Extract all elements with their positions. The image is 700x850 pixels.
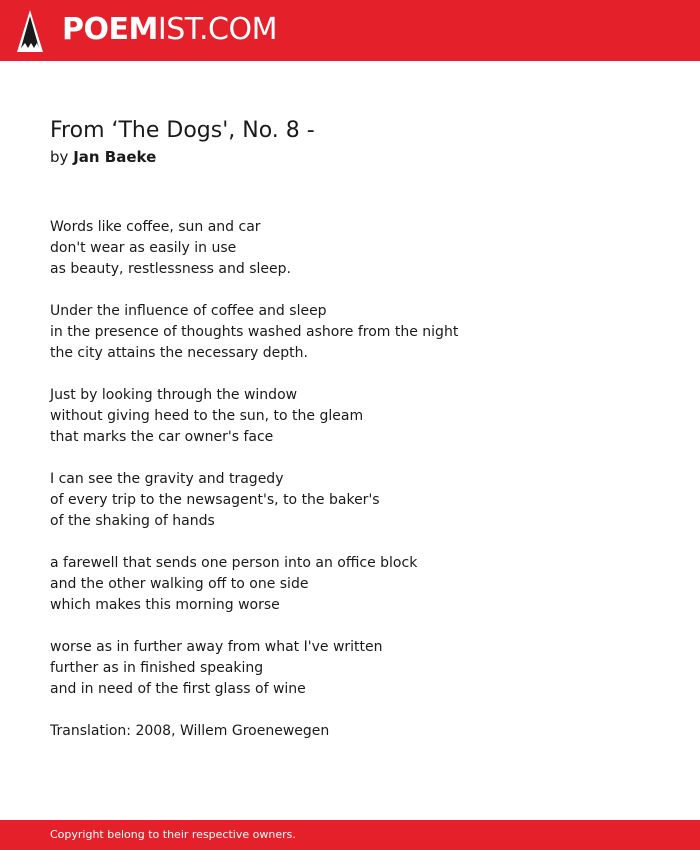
poem-line: a farewell that sends one person into an office block	[50, 555, 418, 571]
poem-line: as beauty, restlessness and sleep.	[50, 261, 291, 277]
logo-bold-text: POEM	[62, 12, 158, 47]
by-label: by	[50, 148, 69, 166]
stanza	[50, 385, 670, 448]
poem-body	[50, 217, 670, 742]
poem-line: without giving heed to the sun, to the gleam	[50, 408, 364, 424]
stanza	[50, 553, 670, 616]
poem-line: of the shaking of hands	[50, 513, 215, 529]
translation-credit: Translation: 2008, Willem Groenewegen	[50, 723, 330, 739]
poem-line: worse as in further away from what I've written	[50, 639, 383, 655]
poem-line: of every trip to the newsagent's, to the baker's	[50, 492, 380, 508]
poem-author[interactable]: Jan Baeke	[73, 148, 157, 166]
stanza	[50, 217, 670, 280]
poem-line: further as in finished speaking	[50, 660, 264, 676]
site-logo[interactable]	[62, 11, 277, 49]
poem-line: I can see the gravity and tragedy	[50, 471, 284, 487]
poem-line: that marks the car owner's face	[50, 429, 274, 445]
poem-title: From ‘The Dogs', No. 8 -	[50, 118, 315, 143]
copyright-text: Copyright belong to their respective owners.	[50, 828, 296, 841]
poem-byline	[50, 146, 670, 168]
poem-line: don't wear as easily in use	[50, 240, 237, 256]
site-header	[0, 0, 700, 61]
logo-light-text: IST.COM	[157, 12, 277, 47]
stanza	[50, 637, 670, 700]
poem-line: and the other walking off to one side	[50, 576, 309, 592]
poem-line: Just by looking through the window	[50, 387, 298, 403]
poem-line: and in need of the first glass of wine	[50, 681, 306, 697]
stanza	[50, 469, 670, 532]
poem-line: which makes this morning worse	[50, 597, 280, 613]
poem-line: Under the influence of coffee and sleep	[50, 303, 327, 319]
poem-line: in the presence of thoughts washed ashore from the night	[50, 324, 459, 340]
site-footer	[0, 820, 700, 850]
poem-line: the city attains the necessary depth.	[50, 345, 308, 361]
poem-content	[50, 116, 670, 742]
pencil-icon[interactable]	[17, 10, 43, 52]
stanza	[50, 301, 670, 364]
poem-line: Words like coffee, sun and car	[50, 219, 261, 235]
